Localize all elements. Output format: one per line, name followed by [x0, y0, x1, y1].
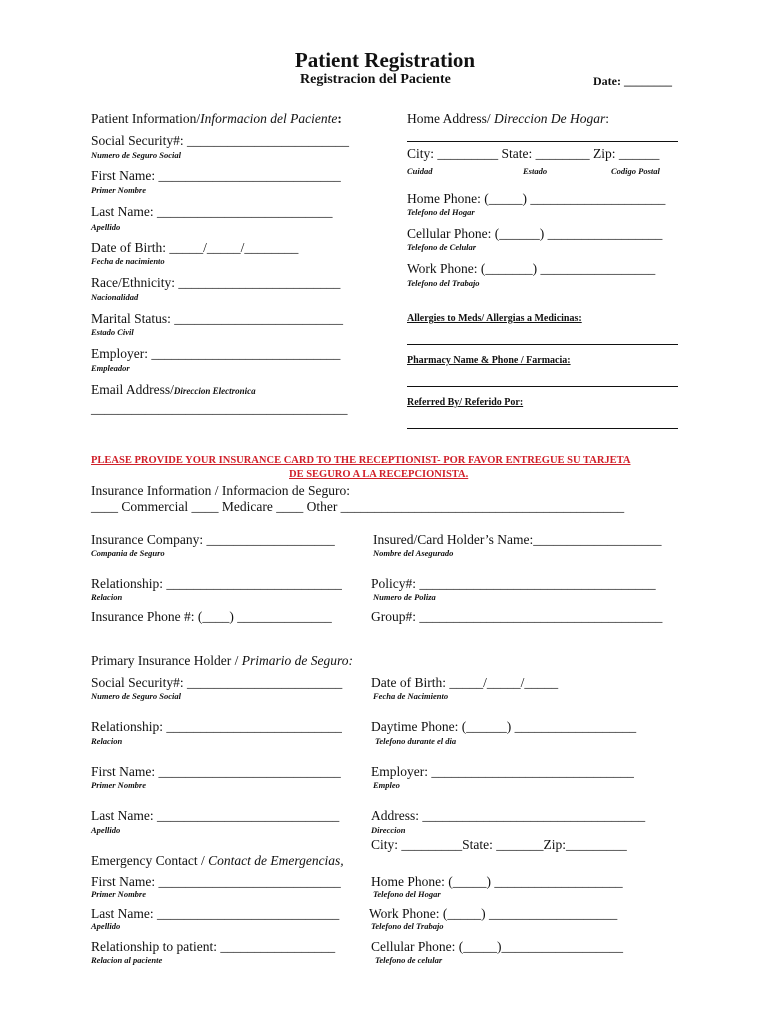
allergies-label: Allergies to Meds/ Allergias a Medicinas:	[407, 313, 582, 324]
insurance-notice-line1: PLEASE PROVIDE YOUR INSURANCE CARD TO THE RECEPTIONIST- POR FAVOR ENTREGUE SU TARJETA	[91, 455, 631, 466]
home-phone-field[interactable]: Home Phone: (_____) ____________________	[407, 191, 666, 206]
primary-ssn-subtitle: Numero de Seguro Social	[91, 691, 181, 701]
email-label: Email Address/Direccion Electronica	[91, 382, 256, 397]
dob-field[interactable]: Date of Birth: _____/_____/________	[91, 240, 299, 255]
emergency-cell-phone-field[interactable]: Cellular Phone: (_____)__________________	[371, 939, 623, 954]
emergency-relationship-subtitle: Relacion al paciente	[91, 955, 163, 965]
emergency-home-phone-subtitle: Telefono del Hogar	[373, 889, 441, 899]
page-subtitle: Registracion del Paciente	[300, 72, 451, 87]
emergency-heading: Emergency Contact / Contact de Emergencias,	[91, 853, 344, 868]
last-name-subtitle: Apellido	[91, 222, 121, 232]
ssn-subtitle: Numero de Seguro Social	[91, 150, 181, 160]
race-field[interactable]: Race/Ethnicity: ________________________	[91, 275, 341, 290]
emergency-work-phone-field[interactable]: Work Phone: (_____) ___________________	[369, 906, 618, 921]
emergency-first-name-subtitle: Primer Nombre	[91, 889, 147, 899]
primary-employer-subtitle: Empleo	[373, 780, 400, 790]
primary-holder-heading: Primary Insurance Holder / Primario de Seguro:	[91, 653, 353, 668]
emergency-relationship-field[interactable]: Relationship to patient: _________________	[91, 939, 336, 954]
referred-label: Referred By/ Referido Por:	[407, 397, 524, 408]
emergency-last-name-subtitle: Apellido	[91, 921, 121, 931]
card-holder-field[interactable]: Insured/Card Holder’s Name:___________________	[373, 532, 662, 547]
primary-city-state-zip-field[interactable]: City: _________State: _______Zip:_________	[371, 837, 627, 852]
group-field[interactable]: Group#: ____________________________________	[371, 609, 663, 624]
home-address-line[interactable]	[407, 141, 678, 142]
primary-ssn-field[interactable]: Social Security#: _______________________	[91, 675, 343, 690]
city-subtitle: Cuidad	[407, 166, 433, 176]
home-address-heading: Home Address/ Direccion De Hogar:	[407, 111, 609, 126]
cell-phone-subtitle: Telefono de Celular	[407, 242, 477, 252]
dob-subtitle: Fecha de nacimiento	[91, 256, 165, 266]
insurance-company-field[interactable]: Insurance Company: ___________________	[91, 532, 335, 547]
cell-phone-field[interactable]: Cellular Phone: (______) _________________	[407, 226, 663, 241]
race-subtitle: Nacionalidad	[91, 292, 139, 302]
page-title: Patient Registration	[294, 48, 476, 72]
primary-relationship-subtitle: Relacion	[91, 736, 123, 746]
primary-relationship-field[interactable]: Relationship: __________________________	[91, 719, 342, 734]
home-phone-subtitle: Telefono del Hogar	[407, 207, 475, 217]
date-field[interactable]: Date: ________	[593, 74, 672, 88]
city-state-zip-field[interactable]: City: _________ State: ________ Zip: ______	[407, 146, 660, 161]
first-name-field[interactable]: First Name: ___________________________	[91, 168, 341, 183]
ssn-field[interactable]: Social Security#: ________________________	[91, 133, 349, 148]
primary-daytime-phone-field[interactable]: Daytime Phone: (______) __________________	[371, 719, 637, 734]
insurance-relationship-subtitle: Relacion	[91, 592, 123, 602]
card-holder-subtitle: Nombre del Asegurado	[373, 548, 454, 558]
emergency-work-phone-subtitle: Telefono del Trabajo	[371, 921, 444, 931]
primary-daytime-phone-subtitle: Telefono durante el dia	[375, 736, 457, 746]
policy-field[interactable]: Policy#: ___________________________________	[371, 576, 656, 591]
last-name-field[interactable]: Last Name: __________________________	[91, 204, 333, 219]
emergency-first-name-field[interactable]: First Name: ___________________________	[91, 874, 341, 889]
primary-dob-field[interactable]: Date of Birth: _____/_____/_____	[371, 675, 559, 690]
state-subtitle: Estado	[523, 166, 548, 176]
referred-line[interactable]	[407, 428, 678, 429]
work-phone-field[interactable]: Work Phone: (_______) _________________	[407, 261, 656, 276]
employer-subtitle: Empleador	[91, 363, 130, 373]
email-field[interactable]: ______________________________________	[91, 401, 348, 416]
policy-subtitle: Numero de Poliza	[373, 592, 436, 602]
primary-dob-subtitle: Fecha de Nacimiento	[373, 691, 449, 701]
primary-first-name-field[interactable]: First Name: ___________________________	[91, 764, 341, 779]
primary-employer-field[interactable]: Employer: ______________________________	[371, 764, 634, 779]
insurance-phone-field[interactable]: Insurance Phone #: (____) ______________	[91, 609, 332, 624]
primary-last-name-field[interactable]: Last Name: ___________________________	[91, 808, 340, 823]
pharmacy-line[interactable]	[407, 386, 678, 387]
employer-field[interactable]: Employer: ____________________________	[91, 346, 341, 361]
work-phone-subtitle: Telefono del Trabajo	[407, 278, 480, 288]
emergency-cell-phone-subtitle: Telefono de celular	[375, 955, 443, 965]
insurance-notice-line2: DE SEGURO A LA RECEPCIONISTA.	[289, 469, 469, 480]
allergies-line[interactable]	[407, 344, 678, 345]
primary-address-field[interactable]: Address: _________________________________	[371, 808, 646, 823]
primary-last-name-subtitle: Apellido	[91, 825, 121, 835]
insurance-heading: Insurance Information / Informacion de Seguro:	[91, 483, 351, 498]
marital-field[interactable]: Marital Status: _________________________	[91, 311, 343, 326]
primary-address-subtitle: Direccion	[371, 825, 406, 835]
insurance-type-field[interactable]: ____ Commercial ____ Medicare ____ Other __________________________________________	[91, 499, 625, 514]
insurance-company-subtitle: Compania de Seguro	[91, 548, 165, 558]
patient-info-heading: Patient Information/Informacion del Paciente:	[91, 111, 342, 126]
zip-subtitle: Codigo Postal	[611, 166, 660, 176]
first-name-subtitle: Primer Nombre	[91, 185, 147, 195]
emergency-last-name-field[interactable]: Last Name: ___________________________	[91, 906, 340, 921]
marital-subtitle: Estado Civil	[91, 327, 134, 337]
insurance-relationship-field[interactable]: Relationship: __________________________	[91, 576, 342, 591]
pharmacy-label: Pharmacy Name & Phone / Farmacia:	[407, 355, 571, 366]
emergency-home-phone-field[interactable]: Home Phone: (_____) ___________________	[371, 874, 623, 889]
primary-first-name-subtitle: Primer Nombre	[91, 780, 147, 790]
